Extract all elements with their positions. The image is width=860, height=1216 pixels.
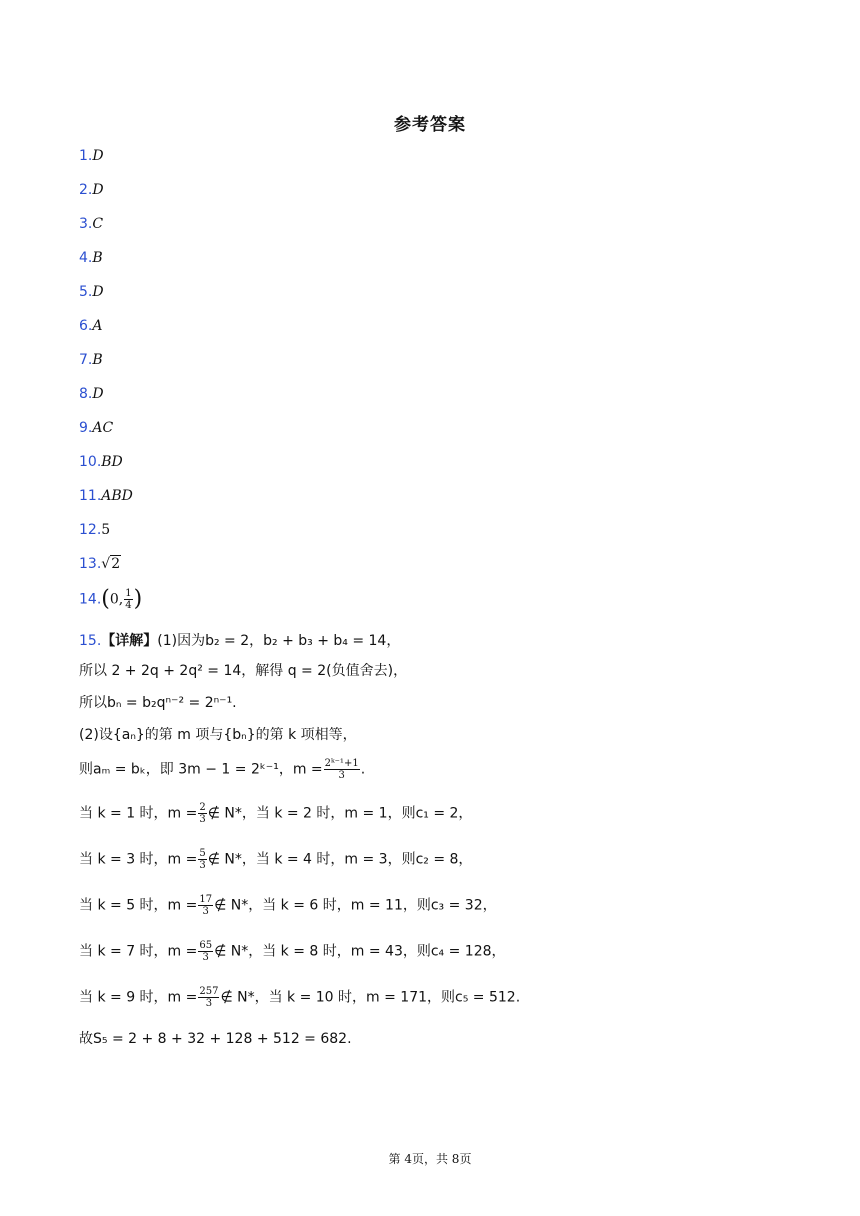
answer-number: 6.	[79, 318, 93, 334]
answer-value: D	[92, 284, 104, 300]
solution-line: 故S₅ = 2 + 8 + 32 + 128 + 512 = 682.	[79, 1031, 352, 1047]
answer-item	[79, 282, 142, 316]
fraction: $\frac{2}{3}$	[199, 802, 206, 825]
fraction: $\frac{257}{3}$	[199, 986, 219, 1009]
answer-number: 7.	[79, 352, 93, 368]
answer-value: 2	[111, 556, 121, 572]
solution-line: 当 k = 3 时，m = $\frac{5}{3}$ ∉ N*，当 k = 4 时，m = 3，则c₂ = 8，	[79, 848, 473, 871]
answer-item	[79, 486, 142, 520]
answer-item	[79, 384, 142, 418]
solution-line: 当 k = 1 时，m = $\frac{2}{3}$ ∉ N*，当 k = 2 时，m = 1，则c₁ = 2，	[79, 802, 473, 825]
close-paren: )	[133, 586, 143, 612]
fraction: $\frac{1}{4}$	[125, 588, 132, 611]
solution-line: 当 k = 9 时，m = $\frac{257}{3}$ ∉ N*，当 k = 10 时，m = 171，则c₅ = 512.	[79, 986, 521, 1009]
solution-line: 当 k = 7 时，m = $\frac{65}{3}$ ∉ N*，当 k = 8 时，m = 43，则c₄ = 128，	[79, 940, 506, 963]
answer-number: 14.	[79, 591, 102, 608]
solution-line: 所以bₙ = b₂qⁿ⁻² = 2ⁿ⁻¹.	[79, 695, 237, 711]
answer-value: AC	[92, 420, 114, 436]
answer-number: 11.	[79, 488, 102, 504]
answer-item	[79, 418, 142, 452]
answer-number: 3.	[79, 216, 93, 232]
answer-value: D	[92, 386, 104, 402]
fraction: $\frac{17}{3}$	[199, 894, 213, 917]
page-footer: 第 4页，共 8页	[388, 1152, 472, 1166]
answer-number: 2.	[79, 182, 93, 198]
answer-item	[79, 520, 142, 554]
answer-item	[79, 350, 142, 384]
answer-item	[79, 554, 142, 588]
answer-number: 13.	[79, 556, 102, 572]
answer-value: D	[92, 182, 104, 198]
answer-value: B	[92, 352, 103, 368]
answer-number: 12.	[79, 522, 102, 538]
answer-item	[79, 452, 142, 486]
answer-list	[79, 146, 142, 624]
answer-value: ABD	[101, 488, 133, 504]
answer-value: 5	[101, 522, 111, 538]
answer-item	[79, 248, 142, 282]
open-paren: (	[101, 586, 110, 612]
answer-value: C	[92, 216, 104, 232]
solution-line: (2)设{aₙ}的第 m 项与{bₙ}的第 k 项相等，	[79, 727, 357, 743]
answer-number: 15.	[79, 633, 102, 649]
answer-item	[79, 588, 142, 624]
solution-block	[79, 630, 520, 1050]
answer-number: 1.	[79, 148, 93, 164]
sqrt-symbol: √	[101, 556, 111, 572]
answer-number: 5.	[79, 284, 93, 300]
fraction: $\frac{65}{3}$	[199, 940, 213, 963]
solution-line: 所以 2 + 2q + 2q² = 14，解得 q = 2(负值舍去)，	[79, 663, 408, 679]
fraction: $\frac{\text{2ᵏ⁻¹+1}}{3}$	[324, 758, 359, 781]
answer-item	[79, 180, 142, 214]
solution-line: 则aₘ = bₖ，即 3m − 1 = 2ᵏ⁻¹，m = $\frac{\text{2ᵏ⁻¹+1}}{3}$ .	[79, 758, 366, 781]
answer-value: 0,	[109, 591, 124, 608]
solution-line: 当 k = 5 时，m = $\frac{17}{3}$ ∉ N*，当 k = 6 时，m = 11，则c₃ = 32，	[79, 894, 497, 917]
answer-item	[79, 146, 142, 180]
answer-number: 9.	[79, 420, 93, 436]
answer-value: B	[92, 250, 103, 266]
answer-value: A	[92, 318, 103, 334]
answer-item	[79, 214, 142, 248]
answer-value: BD	[101, 454, 123, 470]
fraction: $\frac{5}{3}$	[199, 848, 206, 871]
solution-line: 15.【详解】(1)因为b₂ = 2，b₂ + b₃ + b₄ = 14，	[79, 633, 401, 649]
answer-value: D	[92, 148, 104, 164]
answer-number: 8.	[79, 386, 93, 402]
solution-tag: 【详解】	[101, 633, 158, 649]
answer-number: 4.	[79, 250, 93, 266]
page-title: 参考答案	[394, 115, 466, 135]
answer-number: 10.	[79, 454, 102, 470]
answer-item	[79, 316, 142, 350]
